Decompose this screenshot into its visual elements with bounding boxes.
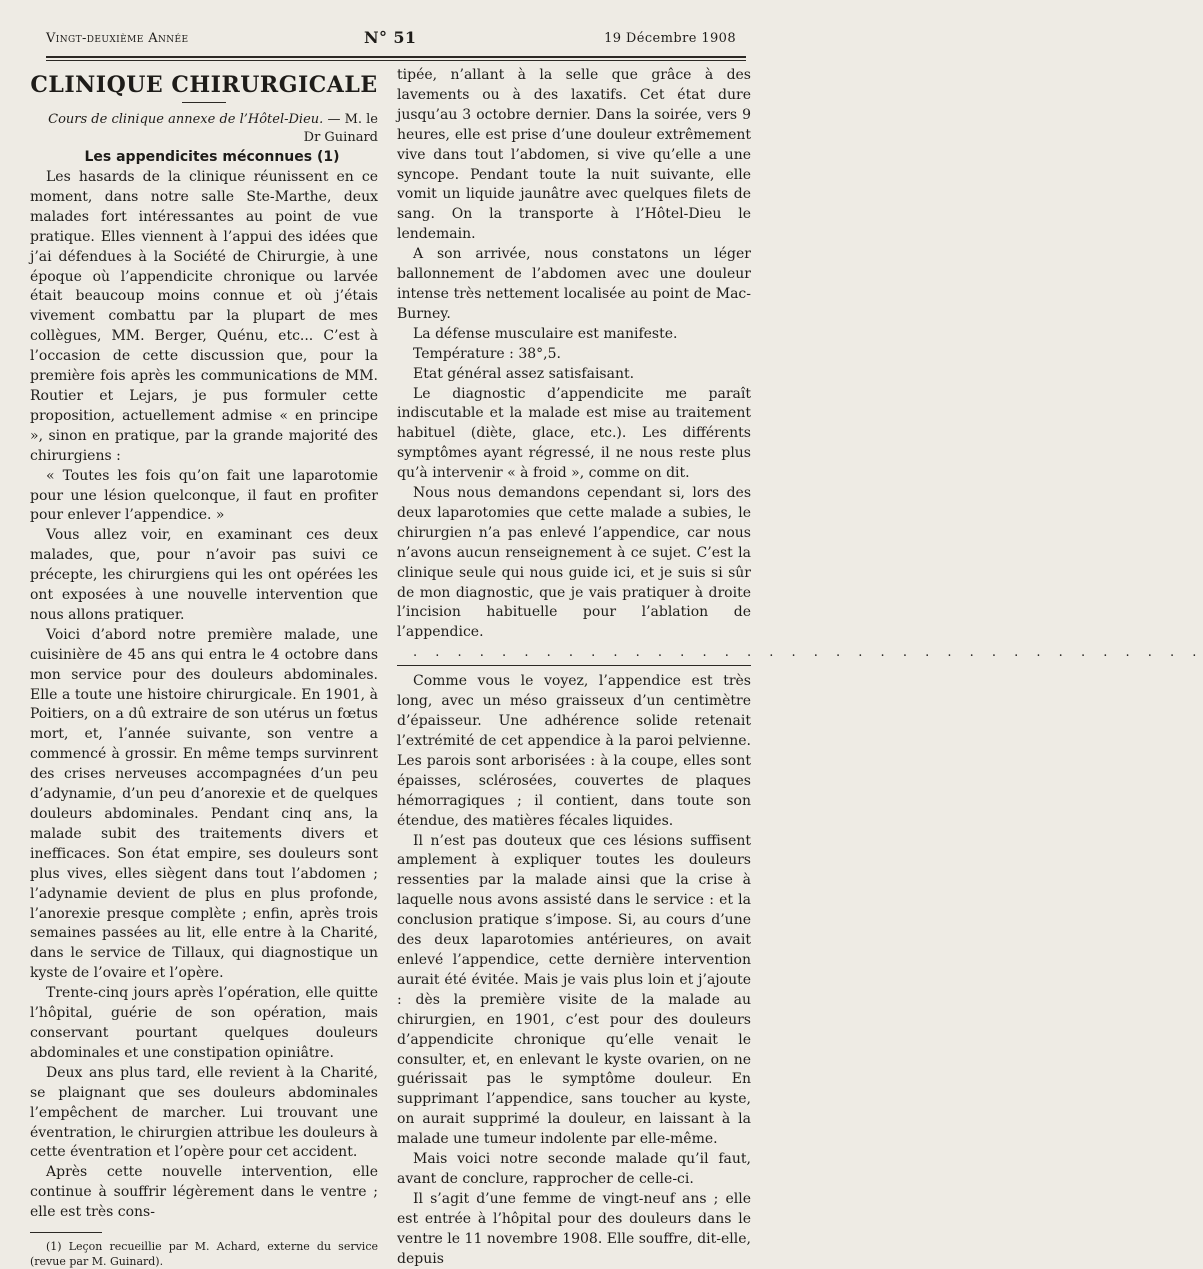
left-paragraph: Trente-cinq jours après l’opération, elle quitte l’hôpital, guérie de son opération, mais conservant pourtant quelques douleurs abdominales et une constipation opiniâtre.: [30, 985, 378, 1061]
right-column: [397, 66, 1203, 1269]
right-paragraph: La défense musculaire est manifeste.: [413, 325, 678, 342]
issue-date: 19 Décembre 1908: [604, 31, 736, 46]
left-paragraph: Deux ans plus tard, elle revient à la Charité, se plaignant que ses douleurs abdominales l’empêchent de marcher. Lui trouvant une éventration, le chirurgien attribue les douleurs à cette éventration et l’opère pour cet accident.: [30, 1064, 378, 1161]
right-paragraph: Mais voici notre seconde malade qu’il faut, avant de conclure, rapprocher de celle-ci.: [397, 1151, 751, 1187]
right-paragraph: Etat général assez satisfaisant.: [413, 365, 635, 382]
course-line: [30, 111, 378, 147]
right-paragraph: Il n’est pas douteux que ces lésions suffisent amplement à expliquer toutes les douleurs ressenties par la malade ainsi que la crise à laquelle nous avons assisté dans le service : et la conclusion pratique s’impose. Si, au cours d’une des deux laparotomies antérieures, on avait enlevé l’appendice, cette dernière intervention aurait été évitée. Mais je vais plus loin et j’ajoute : dès la première visite de la malade au chirurgien, en 1901, c’est pour des douleurs d’appendicite chronique qu’elle venait le consulter, et, en enlevant le kyste ovarien, on ne guérissait pas le symptôme douleur. En supprimant l’appendice, sans toucher au kyste, on aurait supprimé la douleur, en laissant à la malade une tumeur indolente par elle-même.: [397, 832, 751, 1148]
right-paragraph: Le diagnostic d’appendicite me paraît indiscutable et la malade est mise au traitement habituel (diète, glace, etc.). Les différents symptômes ayant régressé, il ne nous reste plus qu’à intervenir « à froid », comme on dit.: [397, 385, 751, 482]
article-subtitle: Les appendicites méconnues (1): [84, 149, 340, 165]
left-paragraph: Vous allez voir, en examinant ces deux malades, que, pour n’avoir pas suivi ce précepte, les chirurgiens qui les ont opérées les ont exposées à une nouvelle intervention que nous allons pratiquer.: [30, 527, 378, 623]
course-name: Cours de clinique annexe de l’Hôtel-Dieu.: [48, 112, 324, 127]
course-author: — M. le Dr Guinard: [303, 112, 378, 145]
left-paragraph: Après cette nouvelle intervention, elle continue à souffrir légèrement dans le ventre ; elle est très cons-: [30, 1164, 378, 1221]
ellipsis-separator: . . . . . . . . . . . . . . . . . . . . . . . . . . . . . . . . . . . .: [413, 645, 1203, 661]
right-paragraph: Il s’agit d’une femme de vingt-neuf ans ; elle est entrée à l’hôpital pour des douleurs dans le ventre le 11 novembre 1908. Elle souffre, dit-elle, depuis: [397, 1190, 751, 1267]
left-column: [30, 66, 378, 1269]
article-title: CLINIQUE CHIRURGICALE: [30, 72, 378, 98]
header-rule-thin: [46, 60, 746, 61]
right-paragraph: tipée, n’allant à la selle que grâce à des lavements ou à des laxatifs. Cet état dure jusqu’au 3 octobre dernier. Dans la soirée, vers 9 heures, elle est prise d’une douleur extrêmement vive dans tout l’abdomen, si vive qu’elle a une syncope. Pendant toute la nuit suivante, elle vomit un liquide jaunâtre avec quelques filets de sang. On la transporte à l’Hôtel-Dieu le lendemain.: [397, 67, 751, 243]
left-paragraph: « Toutes les fois qu’on fait une laparotomie pour une lésion quelconque, il faut en profiter pour enlever l’appendice. »: [30, 467, 378, 524]
page-header: [46, 28, 736, 52]
right-paragraph: Température : 38°,5.: [413, 345, 561, 362]
header-rule-thick: [46, 56, 746, 58]
left-paragraph: Voici d’abord notre première malade, une cuisinière de 45 ans qui entra le 4 octobre dans mon service pour des douleurs abdominales. Elle a toute une histoire chirurgicale. En 1901, à Poitiers, on a dû extraire de son utérus un fœtus mort, et, l’année suivante, son ventre a commencé à grossir. En même temps survinrent des crises nerveuses accompagnées d’un peu d’adynamie, d’un peu d’anorexie et de quelques douleurs abdominales. Pendant cinq ans, la malade subit des traitements divers et inefficaces. Son état empire, ses douleurs sont plus vives, elles siègent dans tout l’abdomen ; l’adynamie devient de plus en plus profonde, l’anorexie presque complète ; enfin, après trois semaines passées au lit, elle entre à la Charité, dans le service de Tillaux, qui diagnostique un kyste de l’ovaire et l’opère.: [30, 626, 378, 982]
footnote-divider: [30, 1232, 102, 1233]
right-paragraph: A son arrivée, nous constatons un léger ballonnement de l’abdomen avec une douleur intense très nettement localisée au point de Mac-Burney.: [397, 246, 751, 322]
right-paragraph: Nous nous demandons cependant si, lors des deux laparotomies que cette malade a subies, le chirurgien n’a pas enlevé l’appendice, car nous n’avons aucun renseignement à ce sujet. C’est la clinique seule qui nous guide ici, et je suis si sûr de mon diagnostic, que je vais pratiquer à droite l’incision habituelle pour l’ablation de l’appendice.: [397, 485, 751, 641]
title-divider: [182, 102, 226, 103]
footnote: (1) Leçon recueillie par M. Achard, externe du service (revue par M. Guinard).: [30, 1240, 378, 1269]
left-paragraph: Les hasards de la clinique réunissent en ce moment, dans notre salle Ste-Marthe, deux malades fort intéressantes au point de vue pratique. Elles viennent à l’appui des idées que j’ai défendues à la Société de Chirurgie, à une époque où l’appendicite chronique ou larvée était beaucoup moins connue et où j’étais vivement combattu par la plupart de mes collègues, MM. Berger, Quénu, etc... C’est à l’occasion de cette discussion que, pour la première fois après les communications de MM. Routier et Lejars, je pus formuler cette proposition, actuellement admise « en principe », sinon en pratique, par la grande majorité des chirurgiens :: [30, 169, 378, 464]
section-divider: [397, 665, 751, 666]
issue-number: N° 51: [364, 28, 417, 47]
volume-label: Vingt-deuxième Année: [46, 31, 189, 46]
right-paragraph: Comme vous le voyez, l’appendice est très long, avec un méso graisseux d’un centimètre d’épaisseur. Une adhérence solide retenait l’extrémité de cet appendice à la paroi pelvienne. Les parois sont arborisées : à la coupe, elles sont épaisses, sclérosées, couvertes de plaques hémorragiques ; il contient, dans toute son étendue, des matières fécales liquides.: [397, 673, 751, 829]
